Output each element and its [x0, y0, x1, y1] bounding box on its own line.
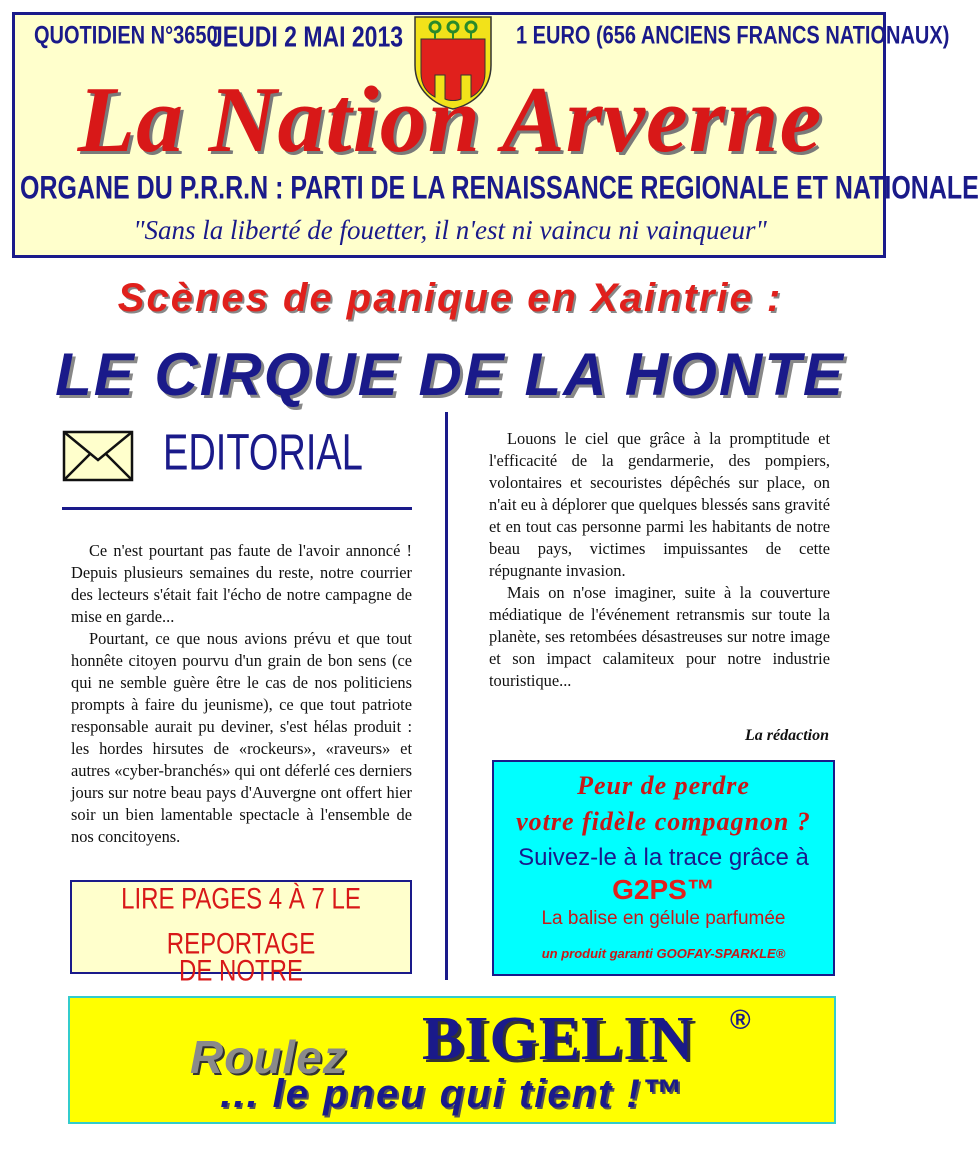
gps-advertisement [492, 760, 835, 976]
editorial-signature: La rédaction [745, 727, 829, 744]
headline-kicker: Scènes de panique en Xaintrie : [117, 276, 783, 320]
issue-price: 1 EURO (656 ANCIENS FRANCS NATIONAUX) [516, 22, 950, 50]
editorial-paragraph: Ce n'est pourtant pas faute de l'avoir annoncé ! Depuis plusieurs semaines du reste, notre courrier des lecteurs s'était fait l'écho de notre campagne de mise en garde... [71, 541, 412, 626]
editorial-paragraph: Mais on n'ose imaginer, suite à la couverture médiatique de l'événement retransmis sur toute la planète, ses retombées désastreuses sur notre image et son impact calamiteux pour notre industrie touristique... [489, 583, 830, 690]
gps-ad-tagline: La balise en gélule parfumée [541, 908, 786, 929]
gps-ad-follow: Suivez-le à la trace grâce à [518, 844, 809, 871]
editorial-right-column [489, 428, 830, 692]
motto: "Sans la liberté de fouetter, il n'est ni vaincu ni vainqueur" [133, 215, 767, 245]
editorial-label: EDITORIAL [163, 425, 363, 482]
gps-ad-headline-line: Peur de perdre [577, 771, 750, 800]
main-headline: LE CIRQUE DE LA HONTE [55, 341, 845, 408]
newspaper-title: La Nation Arverne [77, 68, 823, 172]
editorial-paragraph: Louons le ciel que grâce à la promptitude et l'efficacité de la gendarmerie, des pompiers, volontaires et secouristes dépêchés sur place, on n'ait eu à déplorer que quelques blessés sans gravité et en tout cas personne parmi les habitants de notre beau pays, victimes impuissantes de cette répugnante invasion. [489, 429, 830, 580]
gps-ad-headline [494, 768, 833, 840]
gps-ad-maker: un produit garanti GOOFAY-SPARKLE® [541, 946, 786, 961]
gps-ad-brand: G2PS™ [612, 874, 715, 905]
editorial-paragraph: Pourtant, ce que nous avions prévu et que tout honnête citoyen pourvu d'un grain de bon sens (ce qui ne semble guère être le cas de nos politiciens prompts à faire du jeunisme), ce que tout patriote responsable aurait pu deviner, s'est hélas produit : les hordes hirsutes de «rockeurs», «raveurs» et autres «cyber-branchés» qui ont déferlé ces derniers jours sur notre beau pays d'Auvergne ont offert hier soir un bien lamentable spectacle à l'ensemble de nos concitoyens. [71, 629, 412, 846]
tire-ad-roulez: Roulez [190, 1031, 347, 1083]
envelope-icon [62, 430, 134, 482]
party-organ-line: ORGANE DU P.R.R.N : PARTI DE LA RENAISSANCE REGIONALE ET NATIONALE [20, 170, 979, 207]
tire-advertisement [68, 996, 836, 1124]
issue-date: JEUDI 2 MAI 2013 [210, 20, 404, 53]
issue-number: QUOTIDIEN N°3650 [34, 22, 218, 50]
registered-mark: ® [730, 1004, 751, 1035]
read-more-box [70, 880, 412, 988]
editorial-left-column [71, 540, 412, 848]
column-divider [445, 412, 448, 980]
editorial-rule [62, 507, 412, 510]
read-more-line: LIRE PAGES 4 À 7 LE REPORTAGE [121, 882, 361, 961]
gps-ad-headline-line: votre fidèle compagnon ? [516, 807, 811, 836]
tire-ad-brand: BIGELIN [422, 1005, 695, 1073]
read-more-line: DE NOTRE [178, 954, 303, 988]
tire-ad-slogan: ... le pneu qui tient !™ [220, 1072, 684, 1116]
